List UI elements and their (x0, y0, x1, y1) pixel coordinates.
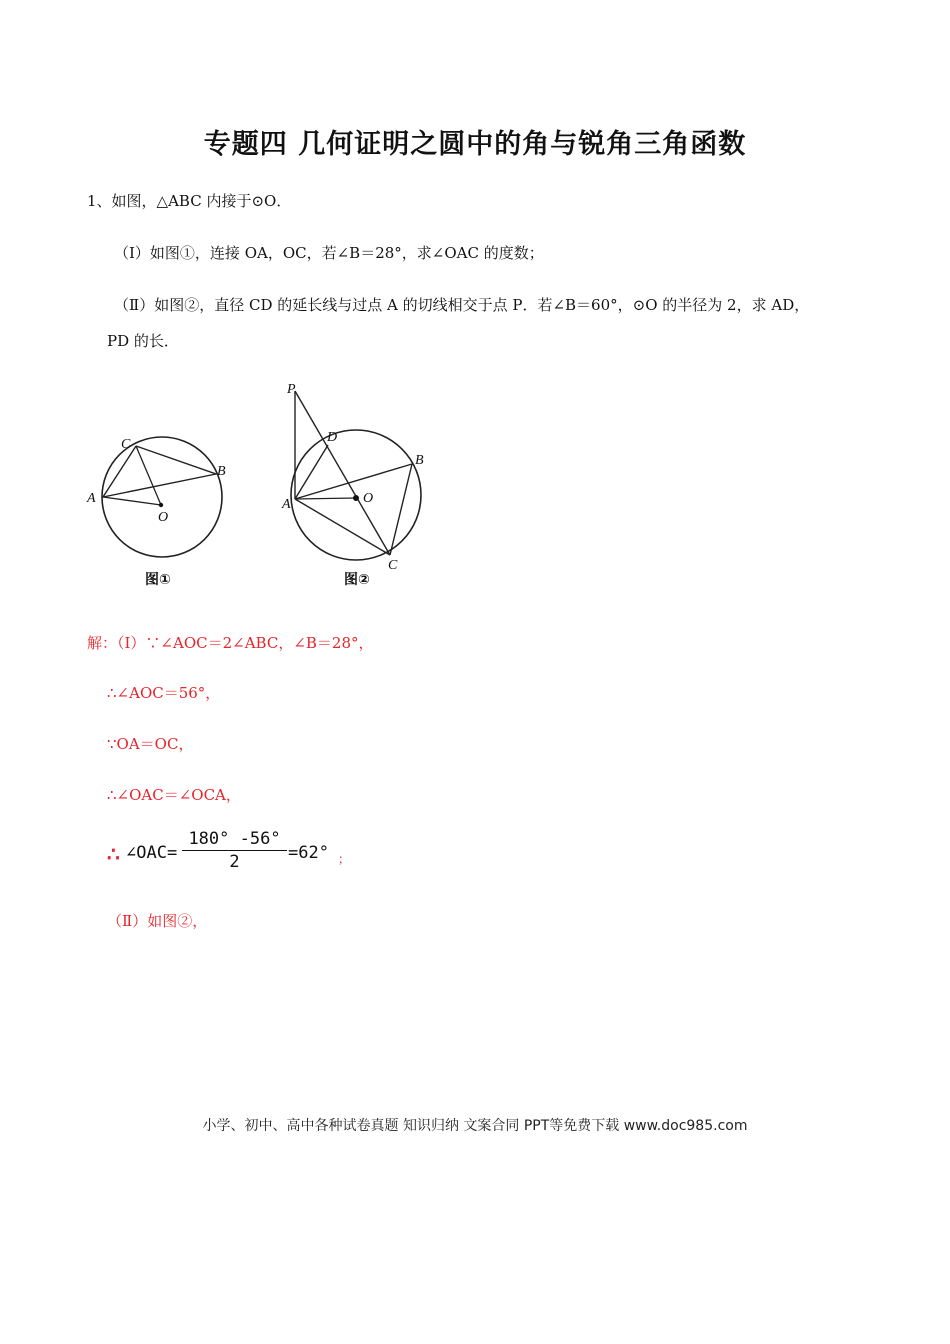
fraction-numerator: 180° -56° (188, 829, 281, 849)
therefore-symbol: ∴ (107, 842, 120, 866)
segment-ao (295, 498, 356, 499)
center-point-o (159, 503, 163, 507)
label-o: O (363, 491, 374, 506)
equation-lhs: ∠OAC= (126, 843, 178, 863)
figure-2-caption: 图② (344, 572, 370, 588)
label-d: D (327, 430, 338, 445)
segment-oa (103, 497, 161, 505)
segment-ac (295, 499, 390, 555)
problem-part-2-line-2: PD 的长． (107, 332, 179, 350)
label-a: A (282, 497, 291, 512)
label-b: B (217, 464, 226, 479)
label-p: P (287, 382, 296, 397)
solution-line-4: ∴∠OAC＝∠OCA， (107, 786, 241, 804)
footer: 小学、初中、高中各种试卷真题 知识归纳 文案合同 PPT等免费下载 www.doc985.com (202, 1118, 748, 1134)
equation-end: ； (338, 852, 351, 866)
center-point-o (353, 495, 359, 501)
segment-oc (136, 446, 161, 505)
figure-1-diagram (80, 430, 240, 592)
label-b: B (415, 453, 424, 468)
figure-2-diagram (275, 377, 445, 592)
solution-line-6: （Ⅱ）如图②， (107, 912, 208, 930)
problem-stem: 1、如图，△ABC 内接于⊙O． (87, 192, 292, 210)
equation-fraction (182, 829, 287, 872)
solution-line-1: 解：（Ⅰ）∵∠AOC＝2∠ABC，∠B＝28°， (87, 634, 374, 652)
problem-part-2-line-1: （Ⅱ）如图②，直径 CD 的延长线与过点 A 的切线相交于点 P．若∠B＝60°，⊙O 的半径为 2，求 AD， (114, 296, 810, 314)
equation-rhs: =62° (288, 843, 329, 863)
label-c: C (121, 437, 131, 452)
label-c: C (388, 558, 398, 573)
page-title: 专题四 几何证明之圆中的角与锐角三角函数 (203, 129, 747, 160)
label-o: O (158, 510, 169, 525)
problem-part-1: （Ⅰ）如图①，连接 OA，OC，若∠B＝28°，求∠OAC 的度数； (114, 244, 544, 262)
solution-line-3: ∵OA＝OC， (107, 735, 194, 753)
figure-1-caption: 图① (145, 572, 171, 588)
label-a: A (87, 491, 96, 506)
fraction-denominator: 2 (229, 852, 240, 872)
solution-line-2: ∴∠AOC＝56°， (107, 684, 221, 702)
fraction-bar (182, 850, 287, 851)
line-pc (295, 391, 390, 555)
